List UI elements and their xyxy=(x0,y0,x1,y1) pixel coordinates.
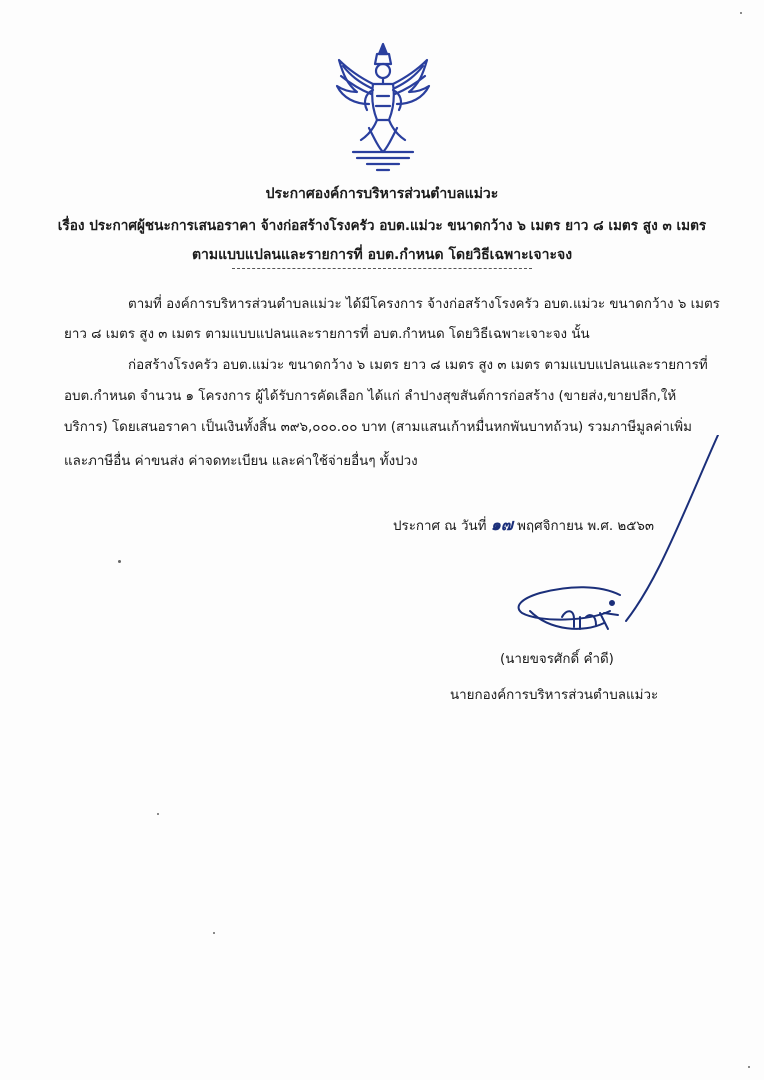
signer-title: นายกองค์การบริหารส่วนตำบลแม่วะ xyxy=(450,688,659,703)
handwritten-signature xyxy=(500,435,740,645)
announcement-month-year: พฤศจิกายน พ.ศ. ๒๕๖๓ xyxy=(517,519,655,534)
body-paragraph-line: และภาษีอื่น ค่าขนส่ง ค่าจดทะเบียน และค่าใช้จ่ายอื่นๆ ทั้งปวง xyxy=(64,454,418,469)
separator-line xyxy=(232,268,532,269)
scan-speck xyxy=(157,813,159,815)
scan-speck xyxy=(748,1066,750,1068)
scan-speck xyxy=(213,932,215,934)
document-subject: เรื่อง ประกาศผู้ชนะการเสนอราคา จ้างก่อสร้างโรงครัว อบต.แม่วะ ขนาดกว้าง ๖ เมตร ยาว ๘ เมตร สูง ๓ เมตร xyxy=(57,218,707,234)
body-paragraph-line: บริการ) โดยเสนอราคา เป็นเงินทั้งสิ้น ๓๙๖,๐๐๐.๐๐ บาท (สามแสนเก้าหมื่นหกพันบาทถ้วน) รวมภาษีมูลค่าเพิ่ม xyxy=(64,420,692,435)
announcement-prefix: ประกาศ ณ วันที่ xyxy=(393,519,487,534)
document-heading: ประกาศองค์การบริหารส่วนตำบลแม่วะ xyxy=(265,186,499,202)
scan-speck xyxy=(740,12,742,14)
body-paragraph-line: ยาว ๘ เมตร สูง ๓ เมตร ตามแบบแปลนและรายการที่ อบต.กำหนด โดยวิธีเฉพาะเจาะจง นั้น xyxy=(64,327,590,342)
signer-name: (นายขจรศักดิ์ คำดี) xyxy=(500,652,614,667)
scan-speck xyxy=(118,560,121,563)
garuda-emblem-icon xyxy=(333,40,433,172)
announcement-day: ๑๗ xyxy=(490,515,513,534)
document-subject-continued: ตามแบบแปลนและรายการที่ อบต.กำหนด โดยวิธีเฉพาะเจาะจง xyxy=(191,247,573,263)
body-paragraph-line: ตามที่ องค์การบริหารส่วนตำบลแม่วะ ได้มีโครงการ จ้างก่อสร้างโรงครัว อบต.แม่วะ ขนาดกว้าง ๖ เมตร xyxy=(128,297,720,312)
body-paragraph-line: ก่อสร้างโรงครัว อบต.แม่วะ ขนาดกว้าง ๖ เมตร ยาว ๘ เมตร สูง ๓ เมตร ตามแบบแปลนและรายการที่ xyxy=(128,358,708,373)
body-paragraph-line: อบต.กำหนด จำนวน ๑ โครงการ ผู้ได้รับการคัดเลือก ได้แก่ ลำปางสุขสันต์การก่อสร้าง (ขายส่ง,ขายปลีก,ให้ xyxy=(64,389,677,404)
